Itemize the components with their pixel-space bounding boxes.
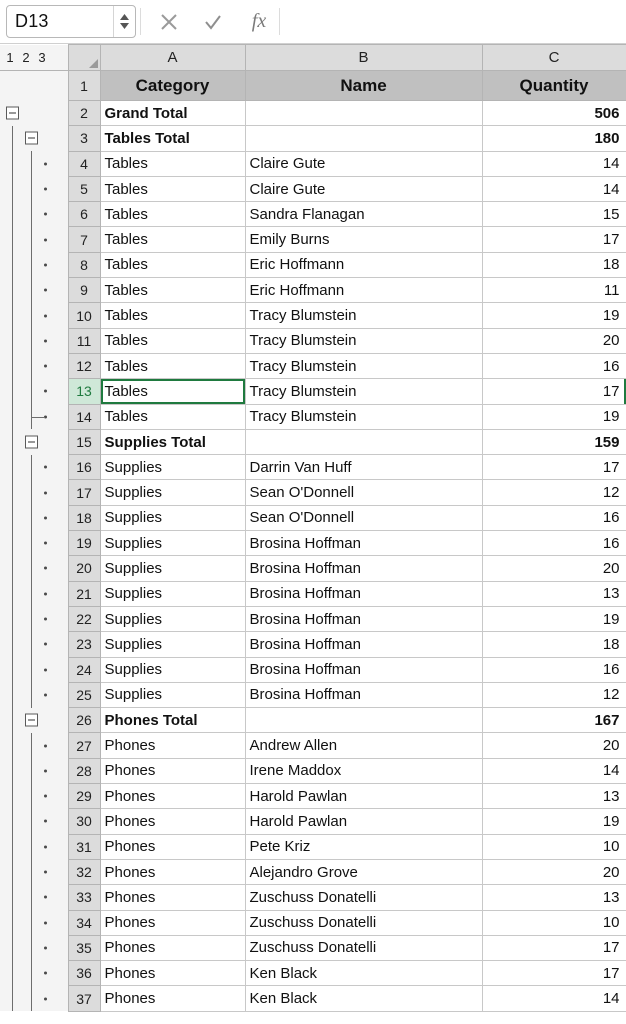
outline-gutter xyxy=(0,961,68,986)
cell-c5[interactable]: 14 xyxy=(482,176,626,201)
close-icon[interactable] xyxy=(147,5,191,39)
row-header-9[interactable]: 9 xyxy=(68,278,100,303)
spreadsheet-grid[interactable] xyxy=(0,44,626,1024)
cell-b21[interactable]: Brosina Hoffman xyxy=(245,581,482,606)
cell-a23[interactable]: Supplies xyxy=(100,632,245,657)
cell-b14[interactable]: Tracy Blumstein xyxy=(245,404,482,429)
cell-c36[interactable]: 17 xyxy=(482,961,626,986)
cell-a22[interactable]: Supplies xyxy=(100,606,245,631)
row-header-28[interactable]: 28 xyxy=(68,758,100,783)
table-row xyxy=(0,303,626,328)
row-header-37[interactable]: 37 xyxy=(68,986,100,1011)
outline-row-marker xyxy=(44,997,47,1000)
column-header-c[interactable]: C xyxy=(482,45,626,71)
select-all-corner[interactable] xyxy=(68,45,100,71)
outline-gutter xyxy=(0,278,68,303)
table-row xyxy=(0,480,626,505)
table-row xyxy=(0,71,626,101)
cell-b7[interactable]: Emily Burns xyxy=(245,227,482,252)
cell-a8[interactable]: Tables xyxy=(100,252,245,277)
outline-row-marker xyxy=(44,491,47,494)
row-header-27[interactable]: 27 xyxy=(68,733,100,758)
cell-b30[interactable]: Harold Pawlan xyxy=(245,809,482,834)
outline-row-marker xyxy=(44,188,47,191)
cell-c28[interactable]: 14 xyxy=(482,758,626,783)
cell-c34[interactable]: 10 xyxy=(482,910,626,935)
row-header-1[interactable]: 1 xyxy=(68,71,100,101)
cell-a3[interactable]: Tables Total xyxy=(100,126,245,151)
cell-a11[interactable]: Tables xyxy=(100,328,245,353)
outline-gutter xyxy=(0,328,68,353)
row-header-18[interactable]: 18 xyxy=(68,505,100,530)
row-header-29[interactable]: 29 xyxy=(68,784,100,809)
outline-row-marker xyxy=(44,162,47,165)
outline-gutter xyxy=(0,353,68,378)
outline-collapse-button[interactable] xyxy=(25,132,38,145)
cell-c22[interactable]: 19 xyxy=(482,606,626,631)
cell-a34[interactable]: Phones xyxy=(100,910,245,935)
cell-a14[interactable]: Tables xyxy=(100,404,245,429)
outline-gutter xyxy=(0,531,68,556)
cell-b36[interactable]: Ken Black xyxy=(245,961,482,986)
cell-a13[interactable]: Tables xyxy=(100,379,245,404)
outline-gutter xyxy=(0,834,68,859)
cell-c29[interactable]: 13 xyxy=(482,784,626,809)
outline-gutter xyxy=(0,202,68,227)
outline-row-marker xyxy=(44,795,47,798)
outline-gutter xyxy=(0,581,68,606)
outline-gutter xyxy=(0,682,68,707)
outline-gutter xyxy=(0,429,68,454)
cell-b33[interactable]: Zuschuss Donatelli xyxy=(245,885,482,910)
outline-gutter xyxy=(0,606,68,631)
table-row xyxy=(0,328,626,353)
cell-b8[interactable]: Eric Hoffmann xyxy=(245,252,482,277)
cell-b5[interactable]: Claire Gute xyxy=(245,176,482,201)
outline-gutter xyxy=(0,758,68,783)
name-box[interactable] xyxy=(6,5,136,38)
outline-row-marker xyxy=(44,466,47,469)
formula-bar-buttons xyxy=(141,0,279,43)
cell-b6[interactable]: Sandra Flanagan xyxy=(245,202,482,227)
cell-c17[interactable]: 12 xyxy=(482,480,626,505)
outline-gutter xyxy=(0,632,68,657)
outline-row-marker xyxy=(44,516,47,519)
column-header-a[interactable]: A xyxy=(100,45,245,71)
outline-gutter xyxy=(0,455,68,480)
table-row xyxy=(0,429,626,454)
cell-b34[interactable]: Zuschuss Donatelli xyxy=(245,910,482,935)
cell-b27[interactable]: Andrew Allen xyxy=(245,733,482,758)
table-row xyxy=(0,379,626,404)
outline-gutter xyxy=(0,910,68,935)
cell-c30[interactable]: 19 xyxy=(482,809,626,834)
table-row xyxy=(0,784,626,809)
outline-gutter xyxy=(0,303,68,328)
cell-a32[interactable]: Phones xyxy=(100,859,245,884)
outline-gutter xyxy=(0,176,68,201)
header-cell-C1[interactable]: Quantity xyxy=(482,71,626,101)
cell-a6[interactable]: Tables xyxy=(100,202,245,227)
table-row xyxy=(0,632,626,657)
cell-a5[interactable]: Tables xyxy=(100,176,245,201)
table-row xyxy=(0,961,626,986)
outline-row-marker xyxy=(44,946,47,949)
row-header-20[interactable]: 20 xyxy=(68,556,100,581)
row-header-33[interactable]: 33 xyxy=(68,885,100,910)
cell-a25[interactable]: Supplies xyxy=(100,682,245,707)
cell-c37[interactable]: 14 xyxy=(482,986,626,1011)
outline-collapse-button[interactable] xyxy=(25,436,38,449)
table-row xyxy=(0,910,626,935)
row-header-23[interactable]: 23 xyxy=(68,632,100,657)
cell-b16[interactable]: Darrin Van Huff xyxy=(245,455,482,480)
cell-b13[interactable]: Tracy Blumstein xyxy=(245,379,482,404)
row-header-12[interactable]: 12 xyxy=(68,353,100,378)
outline-row-marker xyxy=(44,769,47,772)
cell-c11[interactable]: 20 xyxy=(482,328,626,353)
cell-c31[interactable]: 10 xyxy=(482,834,626,859)
cell-b9[interactable]: Eric Hoffmann xyxy=(245,278,482,303)
cell-c18[interactable]: 16 xyxy=(482,505,626,530)
table-row xyxy=(0,101,626,126)
cell-c12[interactable]: 16 xyxy=(482,353,626,378)
row-header-3[interactable]: 3 xyxy=(68,126,100,151)
cell-c27[interactable]: 20 xyxy=(482,733,626,758)
outline-row-marker xyxy=(44,365,47,368)
cell-b20[interactable]: Brosina Hoffman xyxy=(245,556,482,581)
cell-b2[interactable] xyxy=(245,101,482,126)
outline-gutter xyxy=(0,101,68,126)
row-header-26[interactable]: 26 xyxy=(68,708,100,733)
table-row xyxy=(0,859,626,884)
cell-a17[interactable]: Supplies xyxy=(100,480,245,505)
outline-row-marker xyxy=(44,845,47,848)
table-row xyxy=(0,353,626,378)
outline-row-marker xyxy=(44,693,47,696)
cell-b10[interactable]: Tracy Blumstein xyxy=(245,303,482,328)
cell-c6[interactable]: 15 xyxy=(482,202,626,227)
table-row xyxy=(0,885,626,910)
cell-a21[interactable]: Supplies xyxy=(100,581,245,606)
outline-gutter xyxy=(0,859,68,884)
cell-b3[interactable] xyxy=(245,126,482,151)
outline-gutter xyxy=(0,252,68,277)
cell-c2[interactable]: 506 xyxy=(482,101,626,126)
cell-c10[interactable]: 19 xyxy=(482,303,626,328)
row-header-8[interactable]: 8 xyxy=(68,252,100,277)
outline-gutter xyxy=(0,126,68,151)
cell-a27[interactable]: Phones xyxy=(100,733,245,758)
cell-c26[interactable]: 167 xyxy=(482,708,626,733)
row-header-21[interactable]: 21 xyxy=(68,581,100,606)
row-header-19[interactable]: 19 xyxy=(68,531,100,556)
table-row xyxy=(0,733,626,758)
row-header-31[interactable]: 31 xyxy=(68,834,100,859)
cell-a19[interactable]: Supplies xyxy=(100,531,245,556)
cell-a4[interactable]: Tables xyxy=(100,151,245,176)
outline-row-marker xyxy=(44,744,47,747)
table-row xyxy=(0,809,626,834)
row-header-35[interactable]: 35 xyxy=(68,935,100,960)
row-header-16[interactable]: 16 xyxy=(68,455,100,480)
cell-b37[interactable]: Ken Black xyxy=(245,986,482,1011)
cell-b4[interactable]: Claire Gute xyxy=(245,151,482,176)
cell-b29[interactable]: Harold Pawlan xyxy=(245,784,482,809)
cell-a24[interactable]: Supplies xyxy=(100,657,245,682)
row-header-14[interactable]: 14 xyxy=(68,404,100,429)
cell-b24[interactable]: Brosina Hoffman xyxy=(245,657,482,682)
row-header-6[interactable]: 6 xyxy=(68,202,100,227)
cell-b23[interactable]: Brosina Hoffman xyxy=(245,632,482,657)
row-header-4[interactable]: 4 xyxy=(68,151,100,176)
table-row xyxy=(0,151,626,176)
outline-level-2[interactable]: 2 xyxy=(22,49,30,65)
cell-c14[interactable]: 19 xyxy=(482,404,626,429)
outline-row-marker xyxy=(44,618,47,621)
outline-row-marker xyxy=(44,668,47,671)
table-row xyxy=(0,556,626,581)
outline-row-marker xyxy=(44,921,47,924)
formula-bar xyxy=(0,0,626,44)
table-row xyxy=(0,176,626,201)
outline-gutter xyxy=(0,404,68,429)
fx-icon[interactable] xyxy=(235,5,279,39)
outline-row-marker xyxy=(44,390,47,393)
cell-c33[interactable]: 13 xyxy=(482,885,626,910)
cell-a15[interactable]: Supplies Total xyxy=(100,429,245,454)
cell-a28[interactable]: Phones xyxy=(100,758,245,783)
selection-edge-marker xyxy=(624,379,626,403)
cell-b22[interactable]: Brosina Hoffman xyxy=(245,606,482,631)
outline-row-marker xyxy=(44,314,47,317)
table-row xyxy=(0,455,626,480)
cell-b17[interactable]: Sean O'Donnell xyxy=(245,480,482,505)
row-header-2[interactable]: 2 xyxy=(68,101,100,126)
row-header-11[interactable]: 11 xyxy=(68,328,100,353)
outline-row-marker xyxy=(44,820,47,823)
outline-level-buttons[interactable] xyxy=(0,45,68,71)
cell-a9[interactable]: Tables xyxy=(100,278,245,303)
outline-level-1[interactable]: 1 xyxy=(6,49,14,65)
row-header-30[interactable]: 30 xyxy=(68,809,100,834)
cell-a30[interactable]: Phones xyxy=(100,809,245,834)
cell-c19[interactable]: 16 xyxy=(482,531,626,556)
cell-c32[interactable]: 20 xyxy=(482,859,626,884)
outline-row-marker xyxy=(44,213,47,216)
row-header-7[interactable]: 7 xyxy=(68,227,100,252)
row-header-32[interactable]: 32 xyxy=(68,859,100,884)
cell-a10[interactable]: Tables xyxy=(100,303,245,328)
cell-b31[interactable]: Pete Kriz xyxy=(245,834,482,859)
row-header-24[interactable]: 24 xyxy=(68,657,100,682)
cell-c20[interactable]: 20 xyxy=(482,556,626,581)
row-header-15[interactable]: 15 xyxy=(68,429,100,454)
cell-b11[interactable]: Tracy Blumstein xyxy=(245,328,482,353)
cell-c35[interactable]: 17 xyxy=(482,935,626,960)
cell-c13[interactable]: 17 xyxy=(482,379,626,404)
outline-gutter xyxy=(0,885,68,910)
cell-c4[interactable]: 14 xyxy=(482,151,626,176)
outline-row-marker xyxy=(44,289,47,292)
table-row xyxy=(0,252,626,277)
grid-table xyxy=(0,44,626,1012)
outline-gutter xyxy=(0,708,68,733)
outline-row-marker xyxy=(44,238,47,241)
chevron-up-icon xyxy=(120,14,129,20)
cell-b26[interactable] xyxy=(245,708,482,733)
outline-gutter xyxy=(0,935,68,960)
row-header-36[interactable]: 36 xyxy=(68,961,100,986)
cell-c9[interactable]: 11 xyxy=(482,278,626,303)
table-row xyxy=(0,531,626,556)
table-row xyxy=(0,935,626,960)
outline-row-marker xyxy=(44,542,47,545)
fx-label: fx xyxy=(251,10,267,32)
table-row xyxy=(0,581,626,606)
outline-gutter xyxy=(0,71,68,101)
cell-a31[interactable]: Phones xyxy=(100,834,245,859)
table-row xyxy=(0,606,626,631)
cell-c23[interactable]: 18 xyxy=(482,632,626,657)
formula-input[interactable] xyxy=(280,0,626,43)
header-cell-A1[interactable]: Category xyxy=(100,71,245,101)
cell-c7[interactable]: 17 xyxy=(482,227,626,252)
cell-a33[interactable]: Phones xyxy=(100,885,245,910)
row-header-25[interactable]: 25 xyxy=(68,682,100,707)
cell-a7[interactable]: Tables xyxy=(100,227,245,252)
outline-row-marker xyxy=(44,567,47,570)
table-row xyxy=(0,404,626,429)
cell-b25[interactable]: Brosina Hoffman xyxy=(245,682,482,707)
outline-row-marker xyxy=(44,871,47,874)
table-row xyxy=(0,708,626,733)
cell-c8[interactable]: 18 xyxy=(482,252,626,277)
cell-a35[interactable]: Phones xyxy=(100,935,245,960)
chevron-down-icon xyxy=(120,23,129,29)
table-row xyxy=(0,278,626,303)
cell-a26[interactable]: Phones Total xyxy=(100,708,245,733)
row-header-5[interactable]: 5 xyxy=(68,176,100,201)
cell-b28[interactable]: Irene Maddox xyxy=(245,758,482,783)
outline-gutter xyxy=(0,480,68,505)
cell-c3[interactable]: 180 xyxy=(482,126,626,151)
table-row xyxy=(0,202,626,227)
cell-c24[interactable]: 16 xyxy=(482,657,626,682)
cell-a20[interactable]: Supplies xyxy=(100,556,245,581)
column-header-row xyxy=(0,45,626,71)
table-row xyxy=(0,986,626,1011)
outline-row-marker xyxy=(44,643,47,646)
table-row xyxy=(0,758,626,783)
outline-gutter xyxy=(0,657,68,682)
row-header-34[interactable]: 34 xyxy=(68,910,100,935)
cell-a29[interactable]: Phones xyxy=(100,784,245,809)
table-row xyxy=(0,126,626,151)
cell-c21[interactable]: 13 xyxy=(482,581,626,606)
outline-gutter xyxy=(0,379,68,404)
row-header-17[interactable]: 17 xyxy=(68,480,100,505)
cell-c25[interactable]: 12 xyxy=(482,682,626,707)
cell-a2[interactable]: Grand Total xyxy=(100,101,245,126)
cell-b32[interactable]: Alejandro Grove xyxy=(245,859,482,884)
cell-b12[interactable]: Tracy Blumstein xyxy=(245,353,482,378)
outline-row-marker xyxy=(44,339,47,342)
outline-gutter xyxy=(0,733,68,758)
table-row xyxy=(0,834,626,859)
row-header-22[interactable]: 22 xyxy=(68,606,100,631)
cell-a36[interactable]: Phones xyxy=(100,961,245,986)
outline-collapse-button[interactable] xyxy=(25,714,38,727)
header-cell-B1[interactable]: Name xyxy=(245,71,482,101)
table-row xyxy=(0,657,626,682)
cell-b18[interactable]: Sean O'Donnell xyxy=(245,505,482,530)
cell-b19[interactable]: Brosina Hoffman xyxy=(245,531,482,556)
cell-a37[interactable]: Phones xyxy=(100,986,245,1011)
outline-gutter xyxy=(0,809,68,834)
cell-b15[interactable] xyxy=(245,429,482,454)
name-box-stepper[interactable] xyxy=(113,6,135,37)
outline-row-marker xyxy=(44,263,47,266)
cell-a12[interactable]: Tables xyxy=(100,353,245,378)
outline-level-3[interactable]: 3 xyxy=(38,49,46,65)
row-header-13[interactable]: 13 xyxy=(68,379,100,404)
outline-row-marker xyxy=(44,592,47,595)
outline-gutter xyxy=(0,505,68,530)
column-header-b[interactable]: B xyxy=(245,45,482,71)
outline-gutter xyxy=(0,784,68,809)
cell-c15[interactable]: 159 xyxy=(482,429,626,454)
cell-c16[interactable]: 17 xyxy=(482,455,626,480)
name-box-value: D13 xyxy=(15,11,49,31)
table-row xyxy=(0,505,626,530)
table-row xyxy=(0,227,626,252)
cell-b35[interactable]: Zuschuss Donatelli xyxy=(245,935,482,960)
outline-gutter xyxy=(0,986,68,1011)
corner-triangle-icon xyxy=(89,59,98,68)
check-icon[interactable] xyxy=(191,5,235,39)
cell-a16[interactable]: Supplies xyxy=(100,455,245,480)
outline-gutter xyxy=(0,227,68,252)
row-header-10[interactable]: 10 xyxy=(68,303,100,328)
outline-row-marker xyxy=(44,896,47,899)
outline-collapse-button[interactable] xyxy=(6,107,19,120)
outline-gutter xyxy=(0,556,68,581)
cell-a18[interactable]: Supplies xyxy=(100,505,245,530)
table-row xyxy=(0,682,626,707)
outline-gutter xyxy=(0,151,68,176)
outline-row-marker xyxy=(44,972,47,975)
